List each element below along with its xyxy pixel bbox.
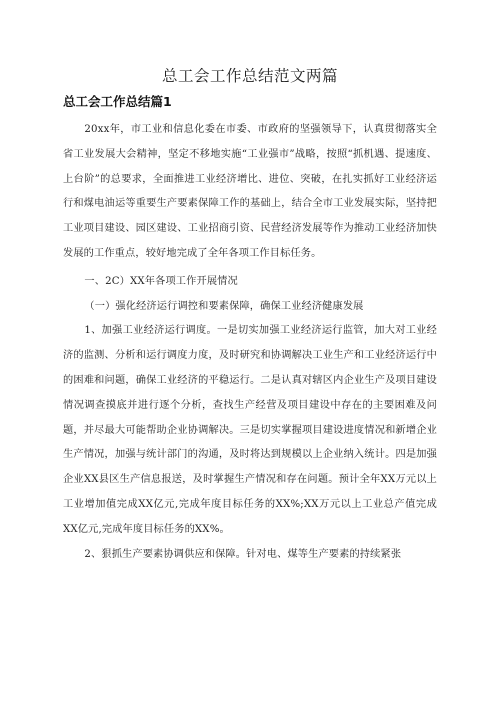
paragraph-intro: 20xx年，市工业和信息化委在市委、市政府的坚强领导下，认真贯彻落实全省工业发展大会精神，坚定不移地实施“工业强市”战略，按照“抓机遇、提速度、上台阶”的总要求，全面推进工业经济增比、进位、突破，在扎实抓好工业经济运行和煤电油运等重要生产要素保障工作的基础上，结合全市工业发展实际，坚持把工业项目建设、园区建设、工业招商引资、民营经济发展等作为推动工业经济加快发展的工作重点，较好地完成了全年各项工作目标任务。 <box>63 124 437 259</box>
paragraph-heading-1: 一、2C）XX年各项工作开展情况 <box>84 275 238 287</box>
document-title: 总工会工作总结范文两篇 <box>161 67 338 85</box>
paragraph-heading-2: （一）强化经济运行调控和要素保障，确保工业经济健康发展 <box>84 300 364 312</box>
section-heading: 总工会工作总结篇1 <box>63 94 172 109</box>
paragraph-item-2: 2、狠抓生产要素协调供应和保障。针对电、煤等生产要素的持续紧张 <box>84 548 402 560</box>
paragraph-item-1: 1、加强工业经济运行调度。一是切实加强工业经济运行监管，加大对工业经济的监测、分析和运行调度力度，及时研究和协调解决工业生产和工业经济运行中的困难和问题，确保工业经济的平稳运行。二是认真对辖区内企业生产及项目建设情况调查摸底并进行逐个分析，查找生产经营及项目建设中存在的主要困难及问题，并尽最大可能帮助企业协调解决。三是切实掌握项目建设进度情况和新增企业生产情况，加强与统计部门的沟通，及时将达到规模以上企业纳入统计。四是加强企业XX县区生产信息报送，及时掌握生产情况和存在问题。预计全年XX万元以上工业增加值完成XX亿元,完成年度目标任务的XX%;XX万元以上工业总产值完成XX亿元,完成年度目标任务的XX%。 <box>63 325 437 535</box>
